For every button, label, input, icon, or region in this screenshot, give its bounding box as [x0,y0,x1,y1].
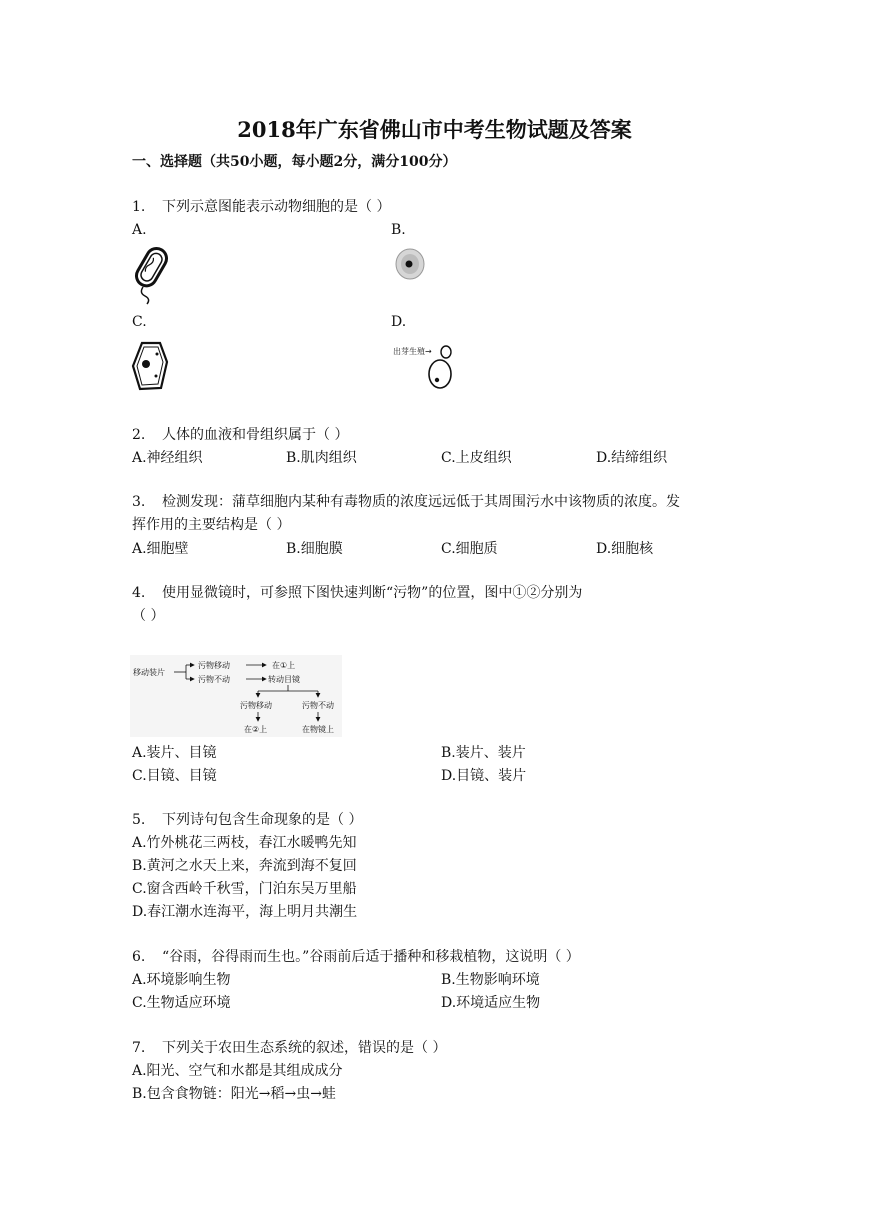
option-a[interactable]: A.神经组织 [132,450,203,466]
option-d[interactable]: D.结缔组织 [596,450,668,466]
question-stem [132,426,348,444]
question-text: 下列关于农田生态系统的叙述，错误的是（ ） [162,1040,447,1056]
dirt-moves-2-label: 污物移动 [240,701,272,710]
option-d[interactable]: D.细胞核 [596,541,654,557]
question-stem [132,1039,446,1057]
question-text-line2: 挥作用的主要结构是（ ） [132,517,291,533]
dirt-still-label: 污物不动 [198,675,230,684]
option-c[interactable]: C. [132,314,147,330]
option-b[interactable]: B.肌肉组织 [286,450,357,466]
option-d[interactable]: D.目镜、装片 [441,768,527,784]
option-c[interactable]: C.生物适应环境 [132,995,231,1011]
move-slide-label: 移动装片 [133,668,165,677]
option-b[interactable]: B.生物影响环境 [441,972,540,988]
question-text: 使用显微镜时，可参照下图快速判断“污物”的位置，图中①②分别为 [162,585,583,601]
option-b[interactable]: B.黄河之水天上来，奔流到海不复回 [132,858,357,874]
option-a[interactable]: A. [132,222,147,238]
option-d[interactable]: D. [391,314,407,330]
option-c[interactable]: C.窗含西岭千秋雪，门泊东吴万里船 [132,881,357,897]
question-stem [132,198,390,216]
question-number: 4. [132,585,146,601]
question-text: 下列示意图能表示动物细胞的是（ ） [162,199,391,215]
budding-label: 出芽生殖→ [393,347,432,356]
question-stem [132,948,580,966]
question-stem [132,493,680,511]
question-number: 1. [132,199,146,215]
question-number: 7. [132,1040,146,1056]
bacterium-figure [127,244,175,306]
question-number: 2. [132,427,146,443]
option-c[interactable]: C.目镜、目镜 [132,768,217,784]
section-heading: 一、选择题（共50小题，每小题2分，满分100分） [132,154,457,170]
question-number: 5. [132,812,146,828]
option-b[interactable]: B. [391,222,406,238]
page-title: 2018年广东省佛山市中考生物试题及答案 [237,117,632,142]
option-a[interactable]: A.竹外桃花三两枝，春江水暖鸭先知 [132,835,357,851]
question-number: 6. [132,949,146,965]
option-b[interactable]: B.装片、装片 [441,745,526,761]
option-a[interactable]: A.细胞壁 [132,541,189,557]
question-text: 人体的血液和骨组织属于（ ） [162,427,349,443]
option-a[interactable]: A.装片、目镜 [132,745,217,761]
yeast-figure [393,340,473,392]
on-1-label: 在①上 [272,661,296,670]
option-b[interactable]: B.包含食物链：阳光→稻→虫→蛙 [132,1086,336,1102]
question-text-line2: （ ） [132,608,165,624]
option-d[interactable]: D.春江潮水连海平，海上明月共潮生 [132,904,358,920]
microscope-flowchart [130,655,342,737]
on-2-label: 在②上 [244,725,268,734]
rotate-eyepiece-label: 转动目镜 [268,675,300,684]
option-b[interactable]: B.细胞膜 [286,541,343,557]
option-a[interactable]: A.阳光、空气和水都是其组成成分 [132,1063,343,1079]
question-text: “谷雨，谷得雨而生也。”谷雨前后适于播种和移栽植物，这说明（ ） [162,949,580,965]
option-c[interactable]: C.上皮组织 [441,450,512,466]
option-c[interactable]: C.细胞质 [441,541,498,557]
plant-cell-figure [130,340,170,392]
on-objective-label: 在物镜上 [302,725,334,734]
question-stem [132,584,582,602]
question-stem [132,811,362,829]
dirt-moves-label: 污物移动 [198,661,230,670]
option-a[interactable]: A.环境影响生物 [132,972,231,988]
question-text: 下列诗句包含生命现象的是（ ） [162,812,363,828]
question-text: 检测发现：蒲草细胞内某种有毒物质的浓度远远低于其周围污水中该物质的浓度。发 [162,494,680,510]
option-d[interactable]: D.环境适应生物 [441,995,541,1011]
question-number: 3. [132,494,146,510]
dirt-still-2-label: 污物不动 [302,701,334,710]
round-cell-figure [393,246,427,282]
